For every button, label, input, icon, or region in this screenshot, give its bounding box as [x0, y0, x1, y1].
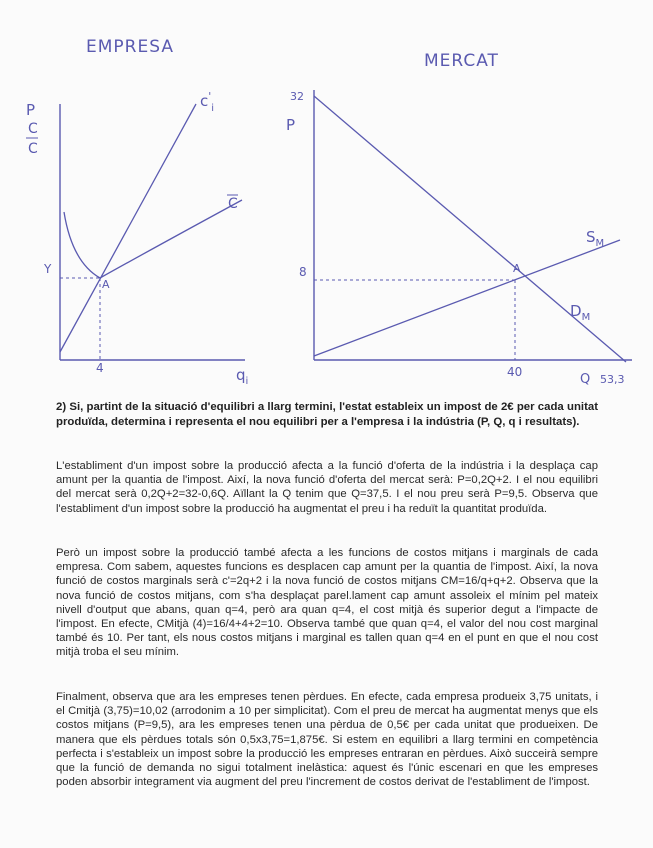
empresa-point-a: A: [102, 278, 110, 291]
graphs-figure: [0, 0, 653, 395]
paragraph-supply-shift: L'establiment d'un impost sobre la producció afecta a la funció d'oferta de la indústria i la desplaça cap amunt per la quantia de l'impost. Així, la nova funció d'oferta del mercat serà: P=0,2Q+2. I el nou equilibri del mercat serà 0,2Q+2=32-0,6Q. Aïllant la Q tenim que Q=37,5. I el nou preu serà P=9,5. Observa que l'establiment d'un impost sobre la producció ha augmentat el preu i ha reduït la quantitat produïda.: [56, 460, 598, 515]
marginal-cost-curve: [60, 104, 196, 352]
average-cost-curve: [64, 200, 242, 278]
mercat-x-tick: 40: [507, 365, 523, 379]
supply-curve: [314, 240, 620, 356]
average-cost-label: C: [228, 196, 238, 212]
empresa-y-label-p: P: [26, 101, 36, 119]
supply-label: $S_M$: [586, 228, 605, 249]
mercat-title: MERCAT: [424, 51, 499, 71]
question-heading: 2) Si, partint de la situació d'equilibri a llarg termini, l'estat estableix un impost de 2€ per cada unitat produïda, determina i representa el nou equilibri per a l'empresa i la indústria (P, Q, q i resultats).: [56, 401, 598, 428]
mercat-point-a: A: [513, 262, 521, 275]
mercat-y-max-tick: 32: [290, 90, 304, 103]
empresa-title: EMPRESA: [86, 37, 174, 57]
mercat-y-label: P: [286, 116, 296, 134]
empresa-y-label-cbar: C: [28, 141, 38, 157]
demand-label: $D_M$: [570, 302, 591, 323]
paragraph-losses: Finalment, observa que ara les empreses tenen pèrdues. En efecte, cada empresa produeix 3,75 unitats, i el Cmitjà (3,75)=10,02 (arrodonim a 10 per simplicitat). Com el preu de mercat ha augmentat menys que els costos mitjans (P=9,5), ara les empreses tenen una pèrdua de 0,5€ per cada unitat que produeixen. De manera que els pèrdues totals són 0,5x3,75=1,875€. Si estem en equilibri a llarg termini en competència perfecta i s'estableix un impost sobre la producció les empreses entraran en pèrdues. Això succeirà sempre que la funció de demanda no sigui totalment inelàstica: aquest és l'únic escenari en que les empreses poden absorbir integrament via augment del preu l'increment de costos derivat de l'establiment de l'impost.: [56, 691, 598, 789]
empresa-x-label: $q_i$: [236, 366, 249, 387]
mercat-graph: [286, 51, 632, 387]
mercat-y-tick: 8: [299, 265, 307, 279]
empresa-x-tick: 4: [96, 361, 104, 375]
paragraph-cost-shift: Però un impost sobre la producció també afecta a les funcions de costos mitjans i marginals de cada empresa. Com sabem, aquestes funcions es desplacen cap amunt per la quantia de l'impost. Així, la nova funció de costos marginals serà c'=2q+2 i la nova funció de costos mitjans CM=16/q+q+2. Observa que la nova funció de costos mitjans, com s'ha desplaçat parel.lament cap amunt assoleix el mínim pel mateix nivell d'output que abans, quan q=4, però ara quan q=4, el cost mitjà és superior degut a l'impacte de l'impost. En efecte, CMitjà (4)=16/4+4+2=10. Observa també que quan q=4, el valor del nou cost marginal també és 10. Per tant, els nous costos mitjans i marginal es tallen quan q=4 en el punt en que el nou cost mitjà troba el seu mínim.: [56, 547, 598, 659]
empresa-y-label-c: C: [28, 121, 38, 137]
empresa-y-tick: Y: [44, 262, 52, 276]
mercat-x-label: Q: [580, 372, 591, 387]
demand-curve: [314, 96, 626, 362]
mercat-x-max-tick: 53,3: [600, 373, 625, 386]
empresa-graph: [26, 37, 248, 387]
marginal-cost-label: $c'_i$: [200, 90, 215, 114]
